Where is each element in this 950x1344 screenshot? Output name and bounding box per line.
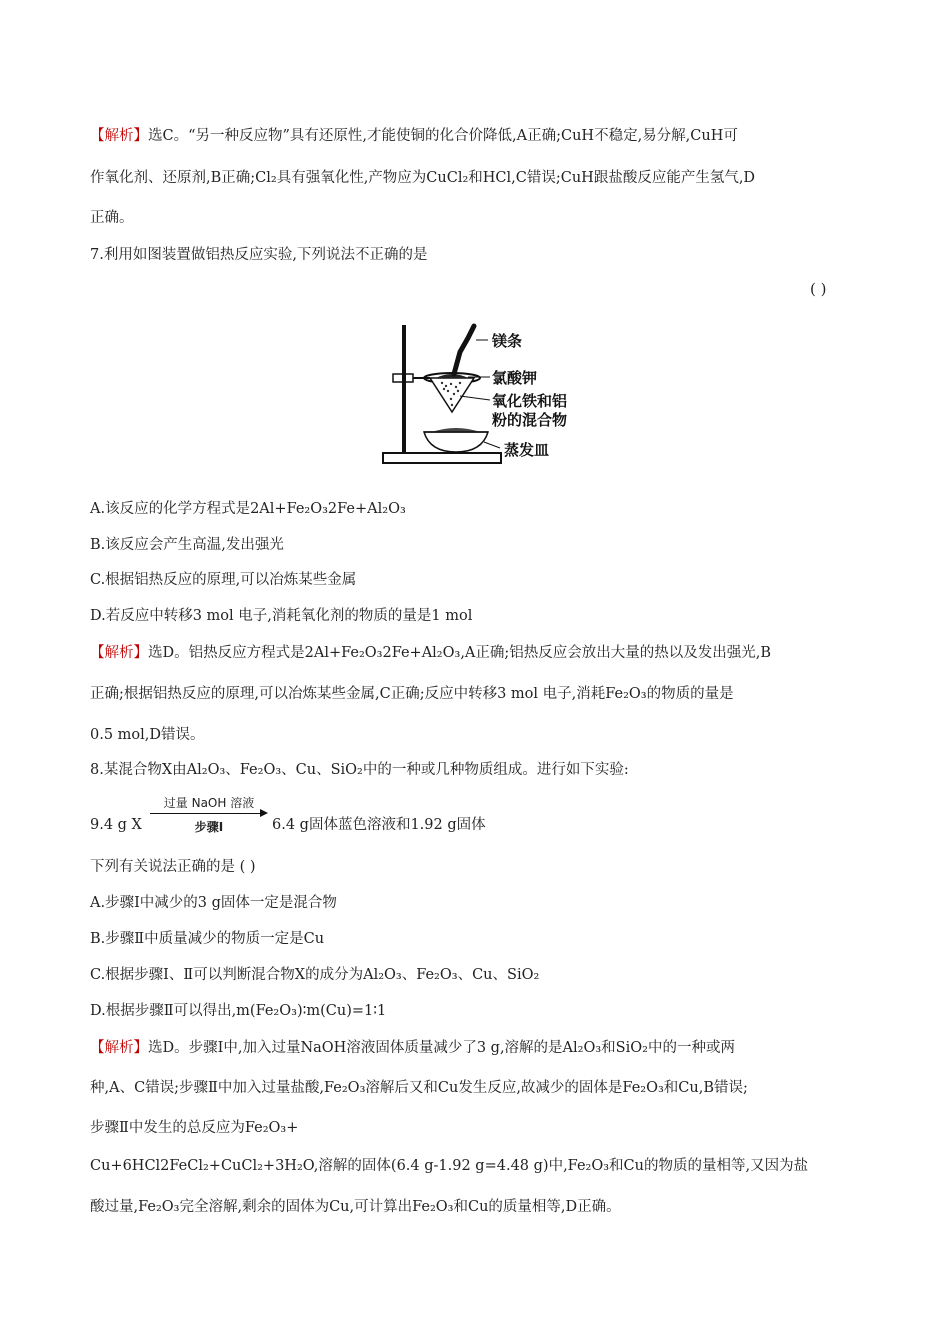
label-magnesium-strip: 镁条 [492, 332, 523, 350]
q8-option-a: A.步骤Ⅰ中减少的3 g固体一定是混合物 [90, 895, 337, 911]
magnesium-strip [454, 326, 474, 374]
q7-option-c: C.根据铝热反应的原理,可以冶炼某些金属 [90, 572, 357, 588]
label-mixture-2: 粉的混合物 [492, 411, 568, 429]
paper-funnel [430, 378, 474, 412]
q7-option-b: B.该反应会产生高温,发出强光 [90, 537, 284, 553]
analysis-tag: 【解析】 [90, 128, 148, 144]
q8-reaction-arrow [150, 796, 268, 836]
thermite-apparatus-figure [380, 320, 600, 470]
analysis-tag: 【解析】 [90, 1040, 148, 1056]
arrow-head-icon [260, 809, 268, 817]
evaporating-dish [424, 432, 488, 452]
q7-option-d: D.若反应中转移3 mol 电子,消耗氧化剂的物质的量是1 mol [90, 608, 473, 624]
stand-base [383, 453, 501, 463]
label-kclo3: 氯酸钾 [492, 369, 538, 387]
q8-stem: 8.某混合物X由Al₂O₃、Fe₂O₃、Cu、SiO₂中的一种或几种物质组成。进行如下实验: [90, 762, 629, 778]
q8-question: 下列有关说法正确的是 ( ) [90, 859, 256, 875]
q7-analysis-line-1: 【解析】选D。铝热反应方程式是2Al+Fe₂O₃2Fe+Al₂O₃,A正确;铝热反应会放出大量的热以及发出强光,B [90, 645, 772, 661]
q8-scheme-right: 6.4 g固体蓝色溶液和1.92 g固体 [272, 817, 486, 833]
q7-analysis-line-3: 0.5 mol,D错误。 [90, 727, 205, 743]
arrow-bottom-label: 步骤Ⅰ [194, 820, 224, 834]
q7-stem: 7.利用如图装置做铝热反应实验,下列说法不正确的是 [90, 247, 428, 263]
q8-analysis-line-2: 种,A、C错误;步骤Ⅱ中加入过量盐酸,Fe₂O₃溶解后又和Cu发生反应,故减少的固体是Fe₂O₃和Cu,B错误; [90, 1080, 748, 1096]
stand-rod [402, 325, 406, 454]
q7-option-a: A.该反应的化学方程式是2Al+Fe₂O₃2Fe+Al₂O₃ [90, 501, 406, 517]
q8-analysis-line-1: 【解析】选D。步骤Ⅰ中,加入过量NaOH溶液固体质量减少了3 g,溶解的是Al₂O₃和SiO₂中的一种或两 [90, 1040, 735, 1056]
q8-analysis-line-5: 酸过量,Fe₂O₃完全溶解,剩余的固体为Cu,可计算出Fe₂O₃和Cu的质量相等,D正确。 [90, 1199, 621, 1215]
q6-analysis-line-3: 正确。 [90, 210, 134, 226]
q8-option-c: C.根据步骤Ⅰ、Ⅱ可以判断混合物X的成分为Al₂O₃、Fe₂O₃、Cu、SiO₂ [90, 967, 540, 983]
q8-scheme-left: 9.4 g X [90, 817, 142, 833]
q8-option-d: D.根据步骤Ⅱ可以得出,m(Fe₂O₃)∶m(Cu)=1∶1 [90, 1003, 387, 1019]
q8-analysis-line-3: 步骤Ⅱ中发生的总反应为Fe₂O₃+ [90, 1120, 299, 1136]
q6-analysis-line-2: 作氧化剂、还原剂,B正确;Cl₂具有强氧化性,产物应为CuCl₂和HCl,C错误;CuH跟盐酸反应能产生氢气,D [90, 170, 756, 186]
label-evaporating-dish: 蒸发皿 [504, 441, 550, 459]
arrow-shaft [150, 813, 262, 814]
label-mixture-1: 氧化铁和铝 [492, 392, 568, 410]
q7-answer-paren: ( ) [810, 280, 827, 298]
analysis-tag: 【解析】 [90, 645, 148, 661]
q8-option-b: B.步骤Ⅱ中质量减少的物质一定是Cu [90, 931, 325, 947]
arrow-top-label: 过量 NaOH 溶液 [163, 796, 255, 810]
q6-analysis-line-1: 【解析】选C。“另一种反应物”具有还原性,才能使铜的化合价降低,A正确;CuH不稳定,易分解,CuH可 [90, 128, 738, 144]
q8-analysis-line-4: Cu+6HCl2FeCl₂+CuCl₂+3H₂O,溶解的固体(6.4 g-1.92 g=4.48 g)中,Fe₂O₃和Cu的物质的量相等,又因为盐 [90, 1158, 809, 1174]
q7-analysis-line-2: 正确;根据铝热反应的原理,可以冶炼某些金属,C正确;反应中转移3 mol 电子,消耗Fe₂O₃的物质的量是 [90, 686, 734, 702]
